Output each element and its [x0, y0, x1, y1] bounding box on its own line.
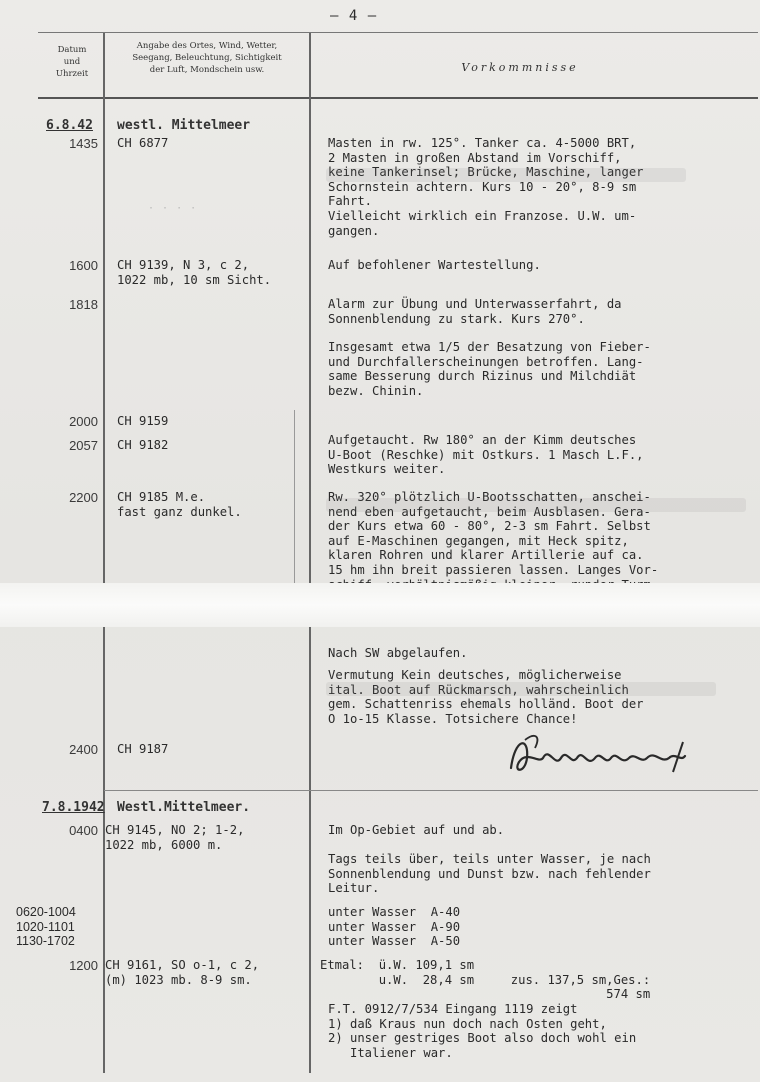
- day1-time-1818: 1818: [69, 297, 98, 312]
- day2-place: Westl.Mittelmeer.: [117, 800, 251, 815]
- day1-text-sw: Nach SW abgelaufen.: [328, 646, 468, 660]
- commander-signature: [505, 728, 705, 788]
- day2-time-1200: 1200: [69, 958, 98, 973]
- day1-location-2400: CH 9187: [117, 742, 169, 756]
- day1-text-health: Insgesamt etwa 1/5 der Besatzung von Fieber- und Durchfallerscheinungen betroffen. Lang- same Besserung durch Rizinus und Milchdiät bezw. Chinin.: [328, 340, 651, 398]
- column-rule-2b: [294, 410, 295, 590]
- header-col-place-line3: der Luft, Mondschein usw.: [149, 65, 265, 75]
- day1-time-1600: 1600: [69, 258, 98, 273]
- page-number: — 4 —: [330, 8, 378, 24]
- day2-text-tags: Tags teils über, teils unter Wasser, je nach Sonnenblendung und Dunst bzw. nach fehlender Leitur.: [328, 852, 651, 896]
- day2-text-0400: Im Op-Gebiet auf und ab.: [328, 823, 505, 837]
- day2-text-underwater: unter Wasser A-40 unter Wasser A-90 unter Wasser A-50: [328, 905, 461, 949]
- day1-text-1818: Alarm zur Übung und Unterwasserfahrt, da Sonnenblendung zu stark. Kurs 270°.: [328, 297, 622, 326]
- top-rule: [38, 32, 758, 33]
- day1-text-2057: Aufgetaucht. Rw 180° an der Kimm deutsches U-Boot (Reschke) mit Ostkurs. 1 Masch L.F., Westkurs weiter.: [328, 433, 644, 477]
- day2-time-ranges: 0620-1004 1020-1101 1130-1702: [16, 905, 76, 949]
- column-rule-1: [103, 33, 105, 1073]
- day2-text-etmal: Etmal: ü.W. 109,1 sm u.W. 28,4 sm zus. 137,5 sm,Ges.: 574 sm: [320, 958, 651, 1002]
- scan-smudge: [326, 682, 716, 696]
- day1-text-2200: Rw. 320° plötzlich U-Bootsschatten, anschei- nend eben aufgetaucht, beim Ausblasen. Gera- der Kurs etwa 60 - 80°, 2-3 sm Fahrt. Selbst auf E-Maschinen gegangen, mit Heck spitz, klaren Rohren und klarer Artillerie auf ca. 15 hm ihn breit passieren lassen. Langes Vor-: [328, 490, 659, 577]
- header-col-date-line2: und: [63, 57, 81, 67]
- header-rule: [38, 97, 758, 99]
- day1-location-2057: CH 9182: [117, 438, 169, 452]
- redaction-whiteout: [0, 583, 760, 627]
- day2-location-0400: CH 9145, NO 2; 1-2, 1022 mb, 6000 m.: [105, 823, 245, 852]
- day1-time-2400: 2400: [69, 742, 98, 757]
- column-rule-2: [309, 33, 311, 1073]
- day2-time-0400: 0400: [69, 823, 98, 838]
- day2-location-1200: CH 9161, SO o-1, c 2, (m) 1023 mb. 8-9 sm.: [105, 958, 260, 987]
- header-col-place: [104, 40, 310, 76]
- header-col-date: [44, 44, 100, 80]
- scan-smudge: [326, 168, 686, 182]
- day-separator: [104, 790, 758, 791]
- day1-text-1435: Masten in rw. 125°. Tanker ca. 4-5000 BRT, 2 Masten in großen Abstand im Vorschiff, keine Tankerinsel; Brücke, Maschine, langer Schornstein achtern. Kurs 10 - 20°, 8-9 sm Fahrt. Vielleicht wirklich ein Franzose. U.W. um- gangen.: [328, 136, 644, 238]
- header-col-events: Vorkommnisse: [461, 61, 579, 74]
- day1-time-2200: 2200: [69, 490, 98, 505]
- day1-location-2000: CH 9159: [117, 414, 169, 428]
- scan-smudge: [326, 498, 746, 512]
- day1-text-1600: Auf befohlener Wartestellung.: [328, 258, 541, 272]
- day1-text-assumption: Vermutung Kein deutsches, möglicherweise ital. Boot auf Rückmarsch, wahrscheinlich gem. Schattenriss ehemals holländ. Boot der O 1o-15 Klasse. Totsichere Chance!: [328, 668, 644, 726]
- header-col-place-line2: Seegang, Beleuchtung, Sichtigkeit: [132, 53, 282, 63]
- day1-time-1435: 1435: [69, 136, 98, 151]
- day1-location-2200: CH 9185 M.e. fast ganz dunkel.: [117, 490, 242, 519]
- day1-location-1600: CH 9139, N 3, c 2, 1022 mb, 10 sm Sicht.: [117, 258, 272, 287]
- day1-time-2057: 2057: [69, 438, 98, 453]
- day1-place: westl. Mittelmeer: [117, 118, 251, 133]
- faint-stamp: · · · ·: [148, 203, 198, 214]
- day1-location-1435: CH 6877: [117, 136, 169, 150]
- header-col-place-line1: Angabe des Ortes, Wind, Wetter,: [136, 41, 278, 51]
- header-col-date-line3: Uhrzeit: [55, 69, 89, 79]
- day2-date: 7.8.1942: [42, 800, 105, 815]
- day1-date: 6.8.42: [46, 118, 93, 133]
- header-col-date-line1: Datum: [57, 45, 87, 55]
- day1-time-2000: 2000: [69, 414, 98, 429]
- day2-text-ft: F.T. 0912/7/534 Eingang 1119 zeigt 1) daß Kraus nun doch nach Osten geht, 2) unser gestriges Boot also doch wohl ein Italiener war.: [328, 1002, 637, 1060]
